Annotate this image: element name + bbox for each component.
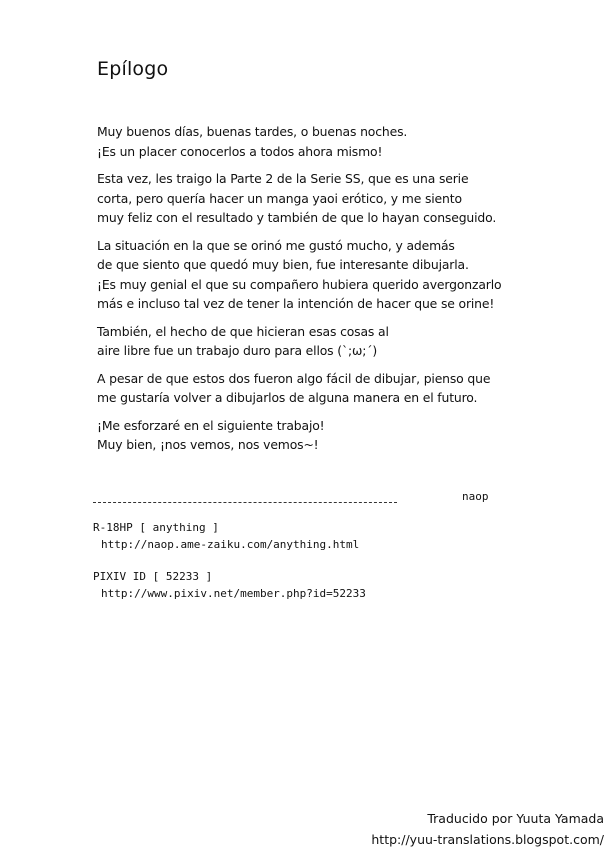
text-line: corta, pero quería hacer un manga yaoi erótico, y me siento [97, 190, 462, 206]
paragraph-series [97, 169, 517, 228]
text-line: ¡Me esforzaré en el siguiente trabajo! [97, 417, 325, 433]
text-line: La situación en la que se orinó me gustó mucho, y además [97, 237, 455, 253]
r18hp-link-block [93, 519, 359, 553]
paragraph-situation [97, 236, 517, 314]
text-line: muy feliz con el resultado y también de que lo hayan conseguido. [97, 210, 497, 225]
translator-credit: Traducido por Yuuta Yamada [427, 811, 604, 826]
text-line: de que siento que quedó muy bien, fue interesante dibujarla. [97, 257, 469, 272]
paragraph-outdoors [97, 322, 517, 361]
paragraph-future [97, 369, 517, 408]
text-line: más e incluso tal vez de tener la intención de hacer que se orine! [97, 296, 495, 311]
paragraph-greeting [97, 122, 517, 161]
text-line: me gustaría volver a dibujarlos de alguna manera en el futuro. [97, 390, 478, 405]
pixiv-label: PIXIV ID [ 52233 ] [93, 570, 213, 583]
translation-credits [371, 808, 604, 850]
text-line: aire libre fue un trabajo duro para ellos (`;ω;´) [97, 343, 377, 358]
paragraph-closing [97, 416, 517, 455]
text-line: A pesar de que estos dos fueron algo fácil de dibujar, pienso que [97, 370, 491, 386]
text-line: Muy buenos días, buenas tardes, o buenas noches. [97, 124, 408, 139]
epilogue-body [97, 122, 517, 463]
pixiv-link-block [93, 568, 366, 602]
text-line: También, el hecho de que hicieran esas cosas al [97, 323, 389, 339]
r18hp-url[interactable]: http://naop.ame-zaiku.com/anything.html [101, 538, 360, 551]
divider-line [93, 502, 397, 503]
page-title: Epílogo [97, 58, 169, 80]
text-line: Muy bien, ¡nos vemos, nos vemos~! [97, 437, 319, 452]
text-line: Esta vez, les traigo la Parte 2 de la Serie SS, que es una serie [97, 171, 469, 186]
r18hp-label: R-18HP [ anything ] [93, 521, 219, 534]
text-line: ¡Es muy genial el que su compañero hubiera querido avergonzarlo [97, 276, 502, 292]
translator-site-link[interactable]: http://yuu-translations.blogspot.com/ [371, 832, 604, 847]
text-line: ¡Es un placer conocerlos a todos ahora mismo! [97, 143, 383, 159]
author-signature: naop [462, 490, 489, 503]
pixiv-url[interactable]: http://www.pixiv.net/member.php?id=52233 [101, 587, 366, 600]
